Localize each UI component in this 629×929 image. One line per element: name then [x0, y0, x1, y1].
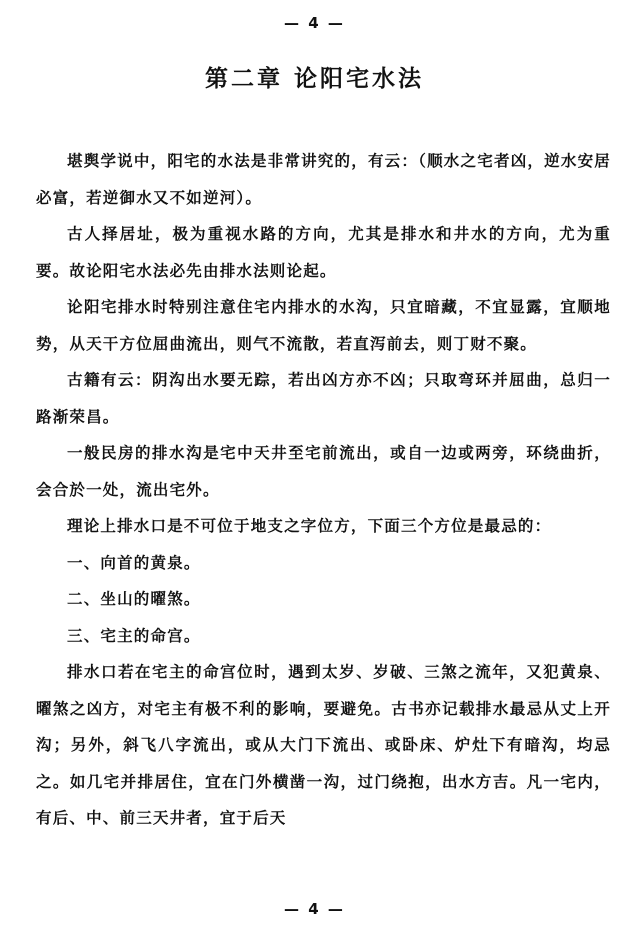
chapter-title: 第二章 论阳宅水法	[204, 65, 424, 92]
list-item-3: 三、宅主的命宫。	[67, 626, 201, 645]
page-number-bottom: — 4 —	[284, 900, 345, 918]
paragraph-intro: 堪舆学说中，阳宅的水法是非常讲究的，有云：（顺水之宅者凶，逆水安居必富，若逆御水又不如逆河）。	[36, 152, 611, 207]
paragraph-site-selection: 古人择居址，极为重视水路的方向，尤其是排水和井水的方向，尤为重要。故论阳宅水法必先由排水法则论起。	[36, 225, 611, 280]
body-text	[36, 143, 611, 837]
paragraph-drain-outlet: 排水口若在宅主的命宫位时，遇到太岁、岁破、三煞之流年，又犯黄泉、曜煞之凶方，对宅主有极不利的影响，要避免。古书亦记载排水最忌从丈上开沟；另外，斜飞八字流出，或从大门下流出、或卧床、炉灶下有暗沟，均忌之。如几宅并排居住，宜在门外横凿一沟，过门绕抱，出水方吉。凡一宅内，有后、中、前三天井者，宜于后天	[36, 663, 611, 827]
paragraph-ancient-saying: 古籍有云：阴沟出水要无踪，若出凶方亦不凶；只取弯环并屈曲，总归一路渐荣昌。	[36, 371, 611, 426]
paragraph-drainage-ditch: 论阳宅排水时特别注意住宅内排水的水沟，只宜暗藏，不宜显露，宜顺地势，从天干方位屈曲流出，则气不流散，若直泻前去，则丁财不聚。	[36, 298, 611, 353]
paragraph-theory: 理论上排水口是不可位于地支之字位方，下面三个方位是最忌的：	[67, 517, 552, 535]
list-item-1: 一、向首的黄泉。	[67, 553, 201, 572]
list-item-2: 二、坐山的曜煞。	[67, 590, 201, 608]
paragraph-common-houses: 一般民房的排水沟是宅中天井至宅前流出，或自一边或两旁，环绕曲折，会合於一处，流出宅外。	[36, 444, 611, 499]
page-number-top: — 4 —	[284, 14, 345, 32]
